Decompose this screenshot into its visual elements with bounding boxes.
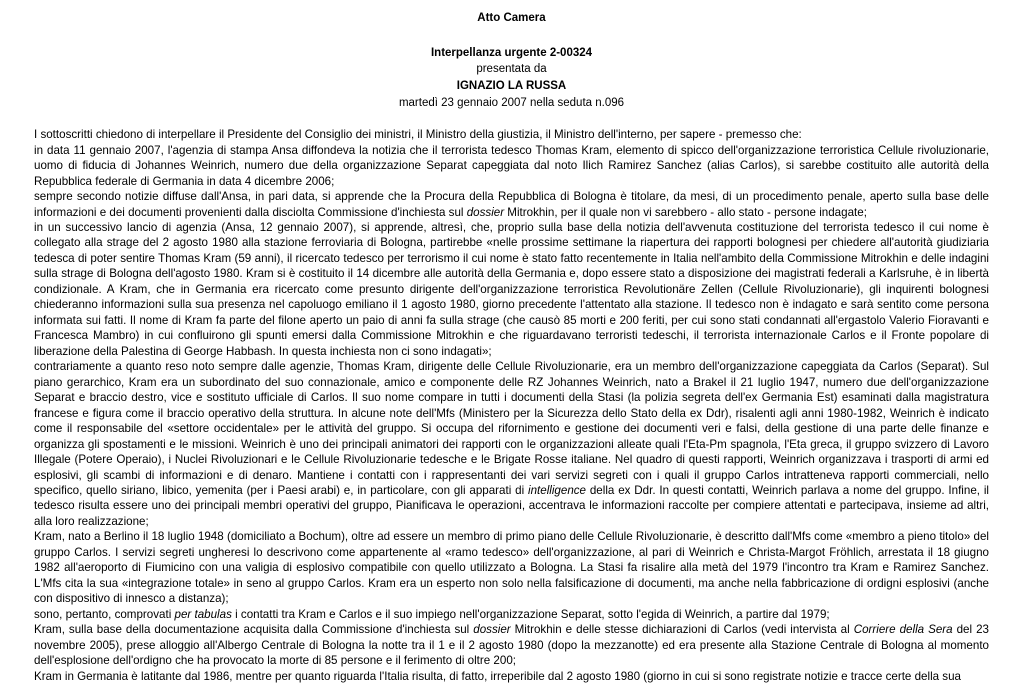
italic-text: dossier: [466, 205, 505, 219]
act-session: martedì 23 gennaio 2007 nella seduta n.096: [398, 96, 625, 109]
act-author: IGNAZIO LA RUSSA: [456, 79, 567, 92]
document-paragraph: sempre secondo notizie diffuse dall'Ansa, in pari data, si apprende che la Procura della Repubblica di Bologna è titolare, da mesi, di un procedimento penale, aperto sulla base delle informazioni e dei documenti provenienti dalla disciolta Commissione d'inchiesta sul dossier Mitrokhin, per il quale non vi sarebbero - allo stato - persone indagate;: [34, 190, 989, 219]
italic-text: Corriere della Sera: [853, 623, 953, 637]
page-title: Atto Camera: [477, 12, 546, 24]
italic-text: intelligence: [528, 483, 587, 497]
document-paragraph: sono, pertanto, comprovati per tabulas i contatti tra Kram e Carlos e il suo impiego nell'organizzazione Separat, sotto l'egida di Weinrich, a partire dal 1979;: [34, 607, 830, 621]
document-paragraph: I sottoscritti chiedono di interpellare il Presidente del Consiglio dei ministri, il Ministro della giustizia, il Ministro dell'interno, per sapere - premesso che:: [34, 128, 802, 142]
italic-text: per tabulas: [174, 607, 232, 621]
document-paragraph: Kram, sulla base della documentazione acquisita dalla Commissione d'inchiesta sul dossier Mitrokhin e delle stesse dichiarazioni di Carlos (vedi intervista al Corriere della Sera del 23 novembre 2005), prese alloggio all'Albergo Centrale di Bologna la notte tra il 1 e il 2 agosto 1980 (dopo la mezzanotte) ed era presente alla Stazione Centrale di Bologna al momento dell'esplosione dell'ordigno che ha provocato la morte di 85 persone e il ferimento di oltre 200;: [34, 623, 989, 668]
act-type: Interpellanza urgente 2-00324: [430, 46, 593, 59]
document-paragraph: Kram, nato a Berlino il 18 luglio 1948 (domiciliato a Bochum), oltre ad essere un membro di primo piano delle Cellule Rivoluzionarie, è descritto dall'Mfs come «membro a pieno titolo» del gruppo Carlos. I servizi segreti ungheresi lo descrivono come appartenente al «ramo tedesco» dell'organizzazione, al pari di Weinrich e Christa-Margot Fröhlich, arrestata il 18 giugno 1982 all'aeroporto di Fiumicino con una valigia di esplosivo compatibile con quello utilizzato a Bologna. La Stasi fa risalire alla metà del 1979 l'incontro tra Kram e Ramirez Sanchez. L'Mfs cita la sua «integrazione totale» in seno al gruppo Carlos. Kram era un esperto non solo nella falsificazione di documenti, ma anche nella fabbricazione di ordigni esplosivi (anche con dispositivo di innesco a distanza);: [34, 530, 989, 606]
document-paragraph: in un successivo lancio di agenzia (Ansa, 12 gennaio 2007), si apprende, altresì, che, proprio sulla base della notizia dell'avvenuta costituzione del terrorista tedesco il cui nome è collegato alla strage del 2 agosto 1980 alla stazione ferroviaria di Bologna, partirebbe «nelle prossime settimane la riapertura dei rapporti bolognesi per chiedere all'autorità giudiziaria tedesca di poter sentire Thomas Kram (59 anni), il ricercato tedesco per terrorismo il cui nome è stato fatto recentemente in Italia nell'ambito della Commissione Mitrokhin e delle indagini sulla strage di Bologna dell'agosto 1980. Kram si è costituito il 14 dicembre alle autorità della Germania e, dopo essere stato a disposizione dei magistrati federali a Karlsruhe, è in libertà condizionale. A Kram, che in Germania era ricercato come presunto dirigente dell'organizzazione terroristica Revolutionäre Zellen (Cellule Rivoluzionarie), gli inquirenti bolognesi chiederanno informazioni sulla sua presenza nel capoluogo emiliano il 1 agosto 1980, giorno precedente l'attentato alla stazione. Il tedesco non è indagato e sarà sentito come persona informata sui fatti. Il nome di Kram fa parte del filone aperto un paio di anni fa sulla strage (che causò 85 morti e 200 feriti, per cui sono stati condannati all'ergastolo Valerio Fioravanti e Francesca Mambro) in cui confluirono gli spunti emersi dalla Commissione Mitrokhin e che riguardavano terroristi tedeschi, il terrorista internazionale Carlos e il Fronte popolare di liberazione della Palestina di George Habbash. In questa inchiesta non ci sono indagati»;: [34, 221, 989, 358]
act-header: [34, 45, 989, 112]
document-paragraph: contrariamente a quanto reso noto sempre dalle agenzie, Thomas Kram, dirigente delle Cellule Rivoluzionarie, era un membro dell'organizzazione capeggiata da Carlos (Separat). Sul piano gerarchico, Kram era un subordinato del suo connazionale, amico e componente delle RZ Johannes Weinrich, nato a Brakel il 21 luglio 1947, numero due dell'organizzazione Separat e braccio destro, vice e sostituto ufficiale di Carlos. Il suo nome compare in tutti i documenti della Stasi (la polizia segreta dell'ex Germania Est) esaminati dalla magistratura francese e figura come il braccio operativo della struttura. In alcune note dell'Mfs (Ministero per la Sicurezza dello Stato della ex Ddr), risalenti agli anni 1980-1982, Weinrich è indicato come il responsabile del «settore occidentale» per le attività del gruppo. Si occupa del rifornimento e gestione dei documenti veri e falsi, della gestione di una parte delle finanze e organizza gli spostamenti e le missioni. Weinrich è uno dei principali animatori dei rapporti con le organizzazioni alleate quali l'Eta-Pm spagnola, l'Eta greca, il gruppo svizzero di Lavoro Illegale (Potere Operaio), i Nuclei Rivoluzionari e le Cellule Rivoluzionarie tedesche e le Brigate Rosse italiane. Nel quadro di questi rapporti, Weinrich organizzava i trasporti di armi ed esplosivi, gli scambi di informazioni e di denaro. Mantiene i contatti con i rappresentanti dei vari servizi segreti con i quali il gruppo Carlos intratteneva rapporti commerciali, nello specifico, quello siriano, libico, yemenita (per i Paesi arabi) e, in particolare, con gli apparati di intelligence della ex Ddr. In questi contatti, Weinrich parlava a nome del gruppo. Infine, il tedesco risulta essere uno dei principali membri operativi del gruppo, Pianificava le operazioni, accentrava le informazioni raccolte per compiere attentati e partecipava, insieme ad altri, alla loro realizzazione;: [34, 360, 989, 528]
document-paragraph: in data 11 gennaio 2007, l'agenzia di stampa Ansa diffondeva la notizia che il terrorista tedesco Thomas Kram, elemento di spicco dell'organizzazione terroristica Cellule rivoluzionarie, uomo di fiducia di Johannes Weinrich, numero due della organizzazione Separat capeggiata dal noto Ilich Ramirez Sanchez (alias Carlos), si sarebbe costituito alle autorità della Repubblica federale di Germania in data 4 dicembre 2006;: [34, 143, 989, 188]
document-paragraph: Kram in Germania è latitante dal 1986, mentre per quanto riguarda l'Italia risulta, di fatto, irreperibile dal 2 agosto 1980 (giorno in cui si sono registrate notizie e tracce certe della sua: [34, 669, 962, 683]
italic-text: dossier: [473, 623, 511, 637]
document-body: [34, 127, 989, 684]
presented-by-label: presentata da: [476, 63, 547, 76]
